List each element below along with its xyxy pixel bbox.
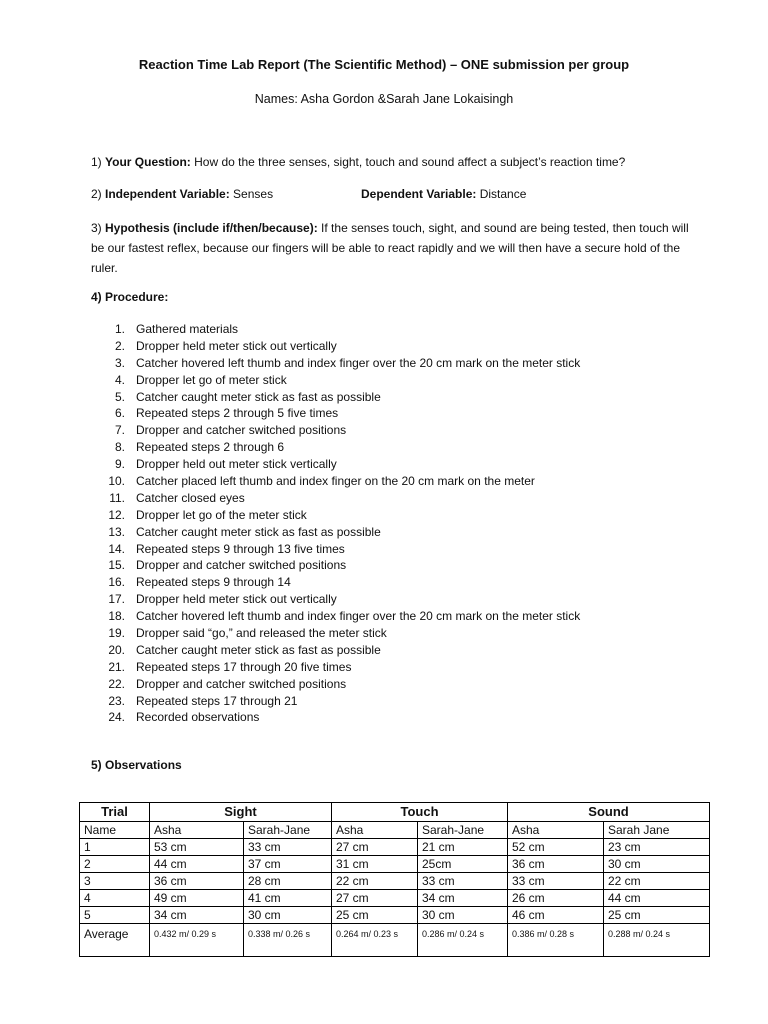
table-cell: 33 cm (418, 873, 508, 890)
table-cell: 2 (80, 856, 150, 873)
table-cell: 36 cm (150, 873, 244, 890)
table-cell: 52 cm (508, 839, 604, 856)
table-cell: 33 cm (508, 873, 604, 890)
observations-heading: 5) Observations (91, 758, 182, 772)
table-row (80, 873, 710, 890)
table-subheader: Name (80, 822, 150, 839)
table-cell: 27 cm (332, 890, 418, 907)
table-cell: 30 cm (418, 907, 508, 924)
table-subheader: Asha (150, 822, 244, 839)
table-cell: 5 (80, 907, 150, 924)
table-cell: 49 cm (150, 890, 244, 907)
independent-number: 2) (91, 187, 106, 201)
table-cell: 44 cm (604, 890, 710, 907)
question-line (91, 155, 731, 169)
table-group-header-row (80, 803, 710, 822)
table-header: Touch (332, 803, 508, 822)
procedure-heading: 4) Procedure: (91, 290, 169, 304)
document-page: Reaction Time Lab Report (The Scientific Method) – ONE submission per group Names: Asha Gordon &Sarah Jane Lokaisingh 1) Your Question: How do the three senses, sight, touch and sound affect a subject’s reaction time? 2) Independent Variable: Senses Dependent Variable: Distance 3) Hypothesis (include if/then/because): If the senses touch, sight, and sound are being tested, then touch will be our fastest reflex, because our fingers will be able to react rapidly and we will then have a secure hold of the ruler. 4) Procedure: 1. Gathered materials 2. Dropper held meter stick out vertically 3. Catcher hovered left thumb and index finger over the 20 cm mark on the meter stick 4. Dropper let go of meter stick 5. Catcher caught meter stick as fast as possible 6. Repeated steps 2 through 5 five times 7. Dropper and catcher switched positions 8. Repeated steps 2 through 6 9. Dropper held out meter stick vertically 10. Catcher placed left thumb and index finger on the 20 cm mark on the meter 11. Catcher closed eyes 12. Dropper let go of the meter stick 13. Catcher caught meter stick as fast as possible 14. Repeated steps 9 through 13 five times 15. Dropper and catcher switched positions 16. Repeated steps 9 through 14 17. Dropper held meter stick out vertically 18. Catcher hovered left thumb and index finger over the 20 cm mark on the meter stick 19. Dropper said “go,” and released the meter stick 20. Catcher caught meter stick as fast as possible 21. Repeated steps 17 through 20 five times 22. Dropper and catcher switched positions 23. Repeated steps 17 through 21 24. Recorded observations 5) Observations Trial Sight Touch Sound Name Asha Sarah-Jane Asha Sarah-Jane Asha Sarah Jane 1 53 cm 33 cm 27 cm 21 cm 52 cm 23 cm 2 44 cm 37 cm 31 cm 25cm 36 cm 30 cm 3 36 cm 28 cm 22 cm 33 cm 33 cm 22 cm 4 49 cm 41 cm 27 cm 34 cm 26 cm 44 cm 5 34 cm 30 cm 25 cm 30 cm 46 cm 25 cm Average 0.432 m/ 0.29 s 0.338 m/ 0.26 s 0.264 m/ 0.23 s 0.286 m/ 0.24 s 0.386 m/ 0.28 s 0.288 m/ 0.24 s (0, 0, 768, 1024)
table-cell: 1 (80, 839, 150, 856)
table-cell: Average (80, 924, 150, 957)
table-cell: 22 cm (604, 873, 710, 890)
table-subheader: Sarah Jane (604, 822, 710, 839)
table-cell: 23 cm (604, 839, 710, 856)
table-cell: 46 cm (508, 907, 604, 924)
table-cell: 22 cm (332, 873, 418, 890)
table-subheader-row (80, 822, 710, 839)
table-row (80, 856, 710, 873)
table-cell: 21 cm (418, 839, 508, 856)
hypothesis-number: 3) (91, 221, 106, 235)
table-cell: 30 cm (604, 856, 710, 873)
question-text: How do the three senses, sight, touch and sound affect a subject’s reaction time? (190, 155, 626, 169)
table-header: Sound (508, 803, 710, 822)
table-subheader: Asha (332, 822, 418, 839)
table-cell: 33 cm (244, 839, 332, 856)
table-cell: 34 cm (418, 890, 508, 907)
hypothesis-text: If the senses touch, sight, and sound are being tested, then touch will be our fastest reflex, because our fingers will be able to react rapidly and we will then have a secure hold of the ruler. (91, 221, 689, 275)
table-cell: 41 cm (244, 890, 332, 907)
question-number: 1) (91, 155, 106, 169)
table-cell: 25 cm (604, 907, 710, 924)
independent-value: Senses (229, 187, 274, 201)
independent-label: Independent Variable: (105, 187, 230, 201)
table-cell: 25 cm (332, 907, 418, 924)
table-cell: 37 cm (244, 856, 332, 873)
table-row (80, 890, 710, 907)
group-names: Names: Asha Gordon &Sarah Jane Lokaisingh (254, 92, 514, 106)
table-cell: 0.432 m/ 0.29 s (150, 924, 244, 957)
table-cell: 36 cm (508, 856, 604, 873)
table-cell: 25cm (418, 856, 508, 873)
table-cell: 34 cm (150, 907, 244, 924)
table-cell: 0.264 m/ 0.23 s (332, 924, 418, 957)
dependent-label: Dependent Variable: (361, 187, 477, 201)
dependent-value: Distance (476, 187, 527, 201)
table-cell: 0.286 m/ 0.24 s (418, 924, 508, 957)
table-row (80, 839, 710, 856)
table-subheader: Sarah-Jane (244, 822, 332, 839)
table-cell: 0.386 m/ 0.28 s (508, 924, 604, 957)
table-header: Sight (150, 803, 332, 822)
observations-table (79, 802, 710, 957)
dependent-variable (361, 187, 526, 201)
table-cell: 53 cm (150, 839, 244, 856)
table-subheader: Asha (508, 822, 604, 839)
table-cell: 31 cm (332, 856, 418, 873)
table-header: Trial (80, 803, 150, 822)
table-average-row (80, 924, 710, 957)
table-row (80, 907, 710, 924)
table-cell: 0.288 m/ 0.24 s (604, 924, 710, 957)
question-label: Your Question: (105, 155, 191, 169)
hypothesis-paragraph (91, 218, 691, 278)
table-subheader: Sarah-Jane (418, 822, 508, 839)
table-cell: 3 (80, 873, 150, 890)
hypothesis-label: Hypothesis (include if/then/because): (105, 221, 318, 235)
table-cell: 0.338 m/ 0.26 s (244, 924, 332, 957)
table-cell: 26 cm (508, 890, 604, 907)
table-cell: 28 cm (244, 873, 332, 890)
table-cell: 4 (80, 890, 150, 907)
table-cell: 30 cm (244, 907, 332, 924)
table-cell: 27 cm (332, 839, 418, 856)
page-title: Reaction Time Lab Report (The Scientific Method) – ONE submission per group (138, 57, 630, 72)
table-cell: 44 cm (150, 856, 244, 873)
variables-line (91, 187, 731, 201)
